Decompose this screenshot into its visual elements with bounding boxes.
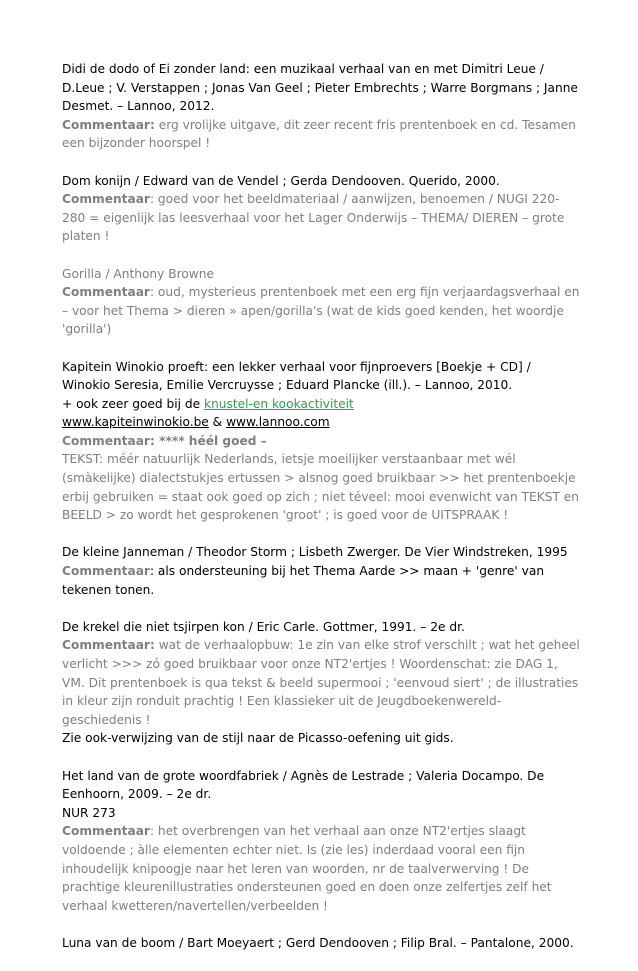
document-page bbox=[62, 60, 580, 971]
book-title: Gorilla / Anthony Browne bbox=[62, 266, 214, 281]
book-comment bbox=[62, 190, 580, 246]
comment-label: Commentaar: bbox=[62, 433, 155, 448]
book-comment: TEKST: méér natuurlijk Nederlands, ietsje moeilijker verstaanbaar met wél (smàkelijke) dialectstukjes ertussen > alsnog goed bruikbaar >> het prentenboekje erbij gebruiken = staat ook goed op zich ; niet téveel: mooi evenwicht van TEKST en BEELD > zo wordt het gesprokenen 'groot' ; is goed voor de UITSPRAAK ! bbox=[62, 452, 579, 523]
book-title: Didi de dodo of Ei zonder land: een muzikaal verhaal van en met Dimitri Leue / D.Leue ; V. Verstappen ; Jonas Van Geel ; Pieter Embrechts ; Warre Borgmans ; Janne Desmet. – Lannoo, 2012. bbox=[62, 62, 578, 114]
extra-note bbox=[62, 395, 580, 414]
book-title: De kleine Janneman / Theodor Storm ; Lisbeth Zwerger. De Vier Windstreken, 1995 bbox=[62, 545, 568, 560]
lannoo-link[interactable]: www.lannoo.com bbox=[226, 415, 330, 430]
comment-label: Commentaar bbox=[62, 824, 150, 839]
comment-text: : het overbrengen van het verhaal aan onze NT2'ertjes slaagt voldoende ; àlle elementen echter niet. Is (zie les) inderdaad vooral een fijn inhoudelijk knipoogje naar het leren van woorden, nr de taalverwerving ! De prachtige kleurenillustraties ondersteunen goed en doen onze zelfertjes zelf het verhaal kwetteren/navertellen/verbeelden ! bbox=[62, 824, 552, 913]
extra-note-text: + ook zeer goed bij de bbox=[62, 396, 205, 411]
book-entry-dom-konijn bbox=[62, 172, 580, 246]
comment-text: : als ondersteuning bij het Thema Aarde >> maan + 'genre' van tekenen tonen. bbox=[62, 564, 545, 597]
book-comment bbox=[62, 116, 580, 153]
book-entry-woordfabriek bbox=[62, 767, 580, 916]
book-entry-kleine-janneman bbox=[62, 543, 580, 599]
link-separator: & bbox=[208, 415, 227, 430]
book-entry-krekel bbox=[62, 618, 580, 748]
book-comment bbox=[62, 636, 580, 729]
book-title: Luna van de boom / Bart Moeyaert ; Gerd Dendooven ; Filip Bral. – Pantalone, 2000. bbox=[62, 935, 574, 950]
book-comment bbox=[62, 562, 580, 599]
book-comment bbox=[62, 822, 580, 915]
kapiteinwinokio-link[interactable]: www.kapiteinwinokio.be bbox=[62, 415, 209, 430]
comment-label: Commentaar: bbox=[62, 117, 155, 132]
cross-reference-note: Zie ook-verwijzing van de stijl naar de Picasso-oefening uit gids. bbox=[62, 731, 454, 746]
comment-rating bbox=[62, 432, 580, 451]
book-title: Het land van de grote woordfabriek / Agnès de Lestrade ; Valeria Docampo. De Eenhoorn, 2009. – 2e dr. bbox=[62, 768, 545, 802]
book-title: De krekel die niet tsjirpen kon / Eric Carle. Gottmer, 1991. – 2e dr. bbox=[62, 619, 465, 634]
comment-text: wat de verhaalopbuw: 1e zin van elke strof verschilt ; wat het geheel verlicht >>> zó goed bruikbaar voor onze NT2'ertjes ! Woordenschat: zie DAG 1, VM. Dit prentenboek is qua tekst & beeld supermooi ; 'eenvoud siert' ; de illustraties in kleur zijn ronduit prachtig ! Een klassieker uit de Jeugdboekenwereld-geschiedenis ! bbox=[62, 638, 580, 727]
comment-label: Commentaar: bbox=[62, 638, 155, 653]
rating-text: **** héél goed – bbox=[154, 433, 267, 448]
book-title: Kapitein Winokio proeft: een lekker verhaal voor fijnproevers [Boekje + CD] / Winokio Seresia, Emilie Vercruysse ; Eduard Plancke (ill.). – Lannoo, 2010. bbox=[62, 359, 531, 393]
book-entry-gorilla bbox=[62, 265, 580, 339]
book-entry-kapitein-winokio bbox=[62, 358, 580, 525]
book-entry-luna bbox=[62, 934, 580, 953]
comment-label: Commentaar bbox=[62, 192, 150, 207]
comment-label: Commentaar bbox=[62, 285, 150, 300]
book-title: Dom konijn / Edward van de Vendel ; Gerda Dendooven. Querido, 2000. bbox=[62, 173, 500, 188]
comment-text: : goed voor het beeldmateriaal / aanwijzen, benoemen / NUGI 220-280 = eigenlijk las leesverhaal voor het Lager Onderwijs – THEMA/ DIEREN – grote platen ! bbox=[62, 192, 565, 244]
knustel-kook-link[interactable]: knustel-en kookactiviteit bbox=[204, 396, 354, 411]
comment-text: erg vrolijke uitgave, dit zeer recent fris prentenboek en cd. Tesamen een bijzonder hoorspel ! bbox=[62, 117, 576, 151]
book-comment bbox=[62, 283, 580, 339]
website-links bbox=[62, 413, 580, 432]
comment-text: : oud, mysterieus prentenboek met een erg fijn verjaardagsverhaal en – voor het Thema > dieren » apen/gorilla's (wat de kids goed kenden, het woordje 'gorilla') bbox=[62, 285, 580, 337]
book-entry-didi-de-dodo bbox=[62, 60, 580, 153]
nur-code: NUR 273 bbox=[62, 805, 116, 820]
comment-label: Commentaar bbox=[62, 564, 150, 579]
